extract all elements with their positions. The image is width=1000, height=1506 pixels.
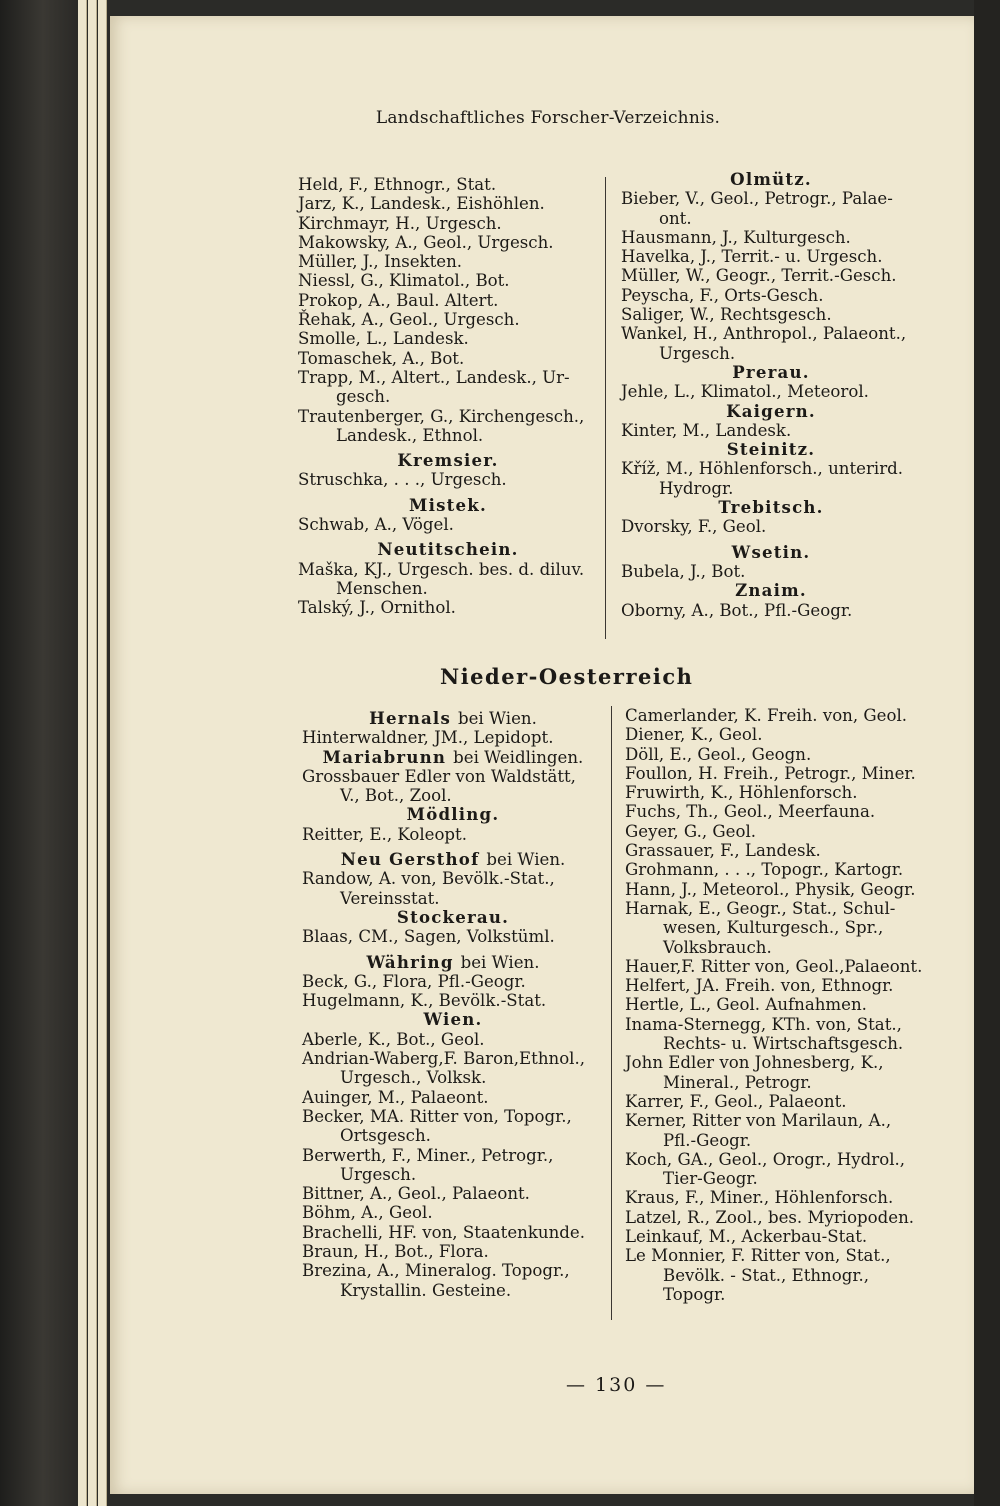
entry-text: Berwerth, F., Miner., Petrogr., — [302, 1145, 554, 1165]
entry-text: Latzel, R., Zool., bes. Myriopoden. — [625, 1207, 915, 1227]
entry-text: ont. — [659, 208, 692, 228]
entry-line — [621, 228, 921, 247]
column-upper-left — [298, 175, 598, 618]
place-name: Stockerau. — [396, 906, 510, 927]
column-lower-left — [302, 709, 604, 1300]
place-heading — [302, 709, 604, 728]
entry-line — [302, 1088, 604, 1107]
entry-text: Müller, W., Geogr., Territ.-Gesch. — [621, 266, 897, 286]
entry-line — [302, 1068, 604, 1087]
entry-text: Dvorsky, F., Geol. — [621, 517, 767, 537]
place-heading — [302, 805, 604, 824]
entry-line — [298, 470, 598, 489]
entry-text: Urgesch., Volksk. — [340, 1068, 487, 1088]
place-name: Kaigern. — [726, 400, 816, 421]
entry-line — [302, 825, 604, 844]
entry-line — [625, 802, 935, 821]
place-name: Mariabrunn — [322, 746, 447, 767]
entry-text: Hann, J., Meteorol., Physik, Geogr. — [625, 879, 916, 899]
entry-line — [302, 1049, 604, 1068]
entry-text: wesen, Kulturgesch., Spr., — [663, 918, 884, 938]
entry-text: Topogr. — [663, 1284, 726, 1304]
entry-text: Krystallin. Gesteine. — [340, 1280, 512, 1300]
entry-text: Grohmann, . . ., Topogr., Kartogr. — [625, 860, 904, 880]
place-name: Znaim. — [735, 580, 807, 601]
entry-line — [302, 1184, 604, 1203]
entry-line — [625, 860, 935, 879]
entry-text: Havelka, J., Territ.- u. Urgesch. — [621, 247, 883, 267]
entry-line — [621, 479, 921, 498]
entry-text: Urgesch. — [340, 1164, 417, 1184]
entry-line — [625, 745, 935, 764]
entry-line — [621, 247, 921, 266]
entry-text: Böhm, A., Geol. — [302, 1203, 433, 1223]
entry-line — [302, 869, 604, 888]
place-heading — [298, 451, 598, 470]
entry-text: Diener, K., Geol. — [625, 725, 763, 745]
entry-text: Kraus, F., Miner., Höhlenforsch. — [625, 1188, 894, 1208]
entry-text: Helfert, JA. Freih. von, Ethnogr. — [625, 976, 894, 996]
column-lower-right — [625, 706, 935, 1304]
entry-text: Mineral., Petrogr. — [663, 1072, 812, 1092]
place-heading — [302, 748, 604, 767]
entry-line — [298, 579, 598, 598]
scan-border — [974, 0, 1000, 1506]
entry-text: Bevölk. - Stat., Ethnogr., — [663, 1265, 870, 1285]
entry-line — [302, 1203, 604, 1222]
place-heading — [621, 170, 921, 189]
place-heading — [302, 1010, 604, 1029]
place-name: Steinitz. — [726, 439, 816, 460]
entry-line — [625, 706, 935, 725]
entry-line — [298, 329, 598, 348]
place-heading — [621, 402, 921, 421]
entry-text: Kříž, M., Höhlenforsch., unterird. — [621, 459, 904, 479]
entry-text: Tomaschek, A., Bot. — [298, 348, 465, 368]
entry-line — [621, 305, 921, 324]
entry-text: Grossbauer Edler von Waldstätt, — [302, 766, 576, 786]
entry-text: Urgesch. — [659, 343, 736, 363]
entry-text: Becker, MA. Ritter von, Topogr., — [302, 1106, 572, 1126]
place-heading — [621, 581, 921, 600]
entry-text: Le Monnier, F. Ritter von, Stat., — [625, 1246, 891, 1266]
entry-line — [625, 725, 935, 744]
entry-text: Brezina, A., Mineralog. Topogr., — [302, 1261, 570, 1281]
entry-text: Döll, E., Geol., Geogn. — [625, 744, 812, 764]
entry-text: Bittner, A., Geol., Palaeont. — [302, 1184, 530, 1204]
place-heading — [302, 908, 604, 927]
entry-text: Wankel, H., Anthropol., Palaeont., — [621, 324, 907, 344]
place-name: Währing — [366, 951, 454, 972]
entry-text: Maška, KJ., Urgesch. bes. d. diluv. — [298, 559, 585, 579]
entry-line — [621, 209, 921, 228]
entry-text: Fruwirth, K., Höhlenforsch. — [625, 783, 858, 803]
entry-text: gesch. — [336, 387, 391, 407]
entry-text: Brachelli, HF. von, Staatenkunde. — [302, 1222, 585, 1242]
entry-text: Auinger, M., Palaeont. — [302, 1087, 489, 1107]
entry-text: Schwab, A., Vögel. — [298, 515, 454, 535]
place-heading — [621, 363, 921, 382]
page-edge — [78, 0, 87, 1506]
entry-text: Talský, J., Ornithol. — [298, 598, 456, 618]
entry-text: Hertle, L., Geol. Aufnahmen. — [625, 995, 867, 1015]
entry-text: Makowsky, A., Geol., Urgesch. — [298, 232, 554, 252]
entry-text: Randow, A. von, Bevölk.-Stat., — [302, 869, 555, 889]
entry-line — [621, 562, 921, 581]
page-number: — 130 — — [566, 1374, 667, 1396]
entry-line — [621, 601, 921, 620]
entry-text: Grassauer, F., Landesk. — [625, 841, 821, 861]
entry-line — [625, 1111, 935, 1130]
entry-line — [621, 344, 921, 363]
entry-line — [298, 560, 598, 579]
entry-text: Hausmann, J., Kulturgesch. — [621, 227, 851, 247]
entry-line — [621, 266, 921, 285]
entry-line — [298, 175, 598, 194]
entry-line — [621, 286, 921, 305]
entry-line — [621, 459, 921, 478]
entry-line — [625, 1034, 935, 1053]
place-heading — [302, 953, 604, 972]
place-suffix: bei Wien. — [457, 709, 537, 728]
entry-line — [625, 976, 935, 995]
entry-line — [625, 1131, 935, 1150]
entry-line — [298, 271, 598, 290]
entry-text: Menschen. — [336, 578, 428, 598]
entry-line — [621, 324, 921, 343]
entry-line — [625, 1073, 935, 1092]
entry-line — [298, 387, 598, 406]
entry-text: Held, F., Ethnogr., Stat. — [298, 175, 497, 194]
entry-text: Kerner, Ritter von Marilaun, A., — [625, 1111, 892, 1131]
entry-text: Trautenberger, G., Kirchengesch., — [298, 406, 585, 426]
entry-line — [625, 1092, 935, 1111]
entry-line — [302, 1146, 604, 1165]
entry-line — [302, 927, 604, 946]
place-name: Kremsier. — [397, 450, 499, 471]
place-name: Mödling. — [406, 804, 500, 825]
entry-line — [625, 1246, 935, 1265]
page-edge — [98, 0, 107, 1506]
running-header: Landschaftliches Forscher-Verzeichnis. — [375, 108, 721, 128]
place-name: Wien. — [423, 1009, 483, 1030]
section-title: Nieder-Oesterreich — [440, 664, 694, 689]
page-edge — [88, 0, 97, 1506]
entry-line — [621, 421, 921, 440]
entry-text: Hinterwaldner, JM., Lepidopt. — [302, 728, 554, 748]
entry-line — [298, 291, 598, 310]
place-name: Prerau. — [732, 361, 810, 382]
entry-line — [621, 382, 921, 401]
entry-line — [302, 786, 604, 805]
entry-line — [625, 880, 935, 899]
place-heading — [621, 543, 921, 562]
place-heading — [621, 440, 921, 459]
place-suffix: bei Wien. — [486, 850, 566, 870]
entry-line — [625, 1266, 935, 1285]
entry-text: Kinter, M., Landesk. — [621, 420, 792, 440]
place-heading — [302, 850, 604, 869]
entry-text: Oborny, A., Bot., Pfl.-Geogr. — [621, 600, 853, 620]
entry-text: Hugelmann, K., Bevölk.-Stat. — [302, 991, 547, 1011]
entry-line — [625, 957, 935, 976]
entry-line — [302, 1242, 604, 1261]
entry-text: Smolle, L., Landesk. — [298, 329, 469, 349]
entry-text: Bieber, V., Geol., Petrogr., Palae- — [621, 189, 893, 209]
entry-text: Pfl.-Geogr. — [663, 1130, 752, 1150]
entry-text: Vereinsstat. — [340, 888, 440, 908]
entry-text: Aberle, K., Bot., Geol. — [302, 1029, 485, 1049]
entry-line — [302, 1126, 604, 1145]
entry-line — [625, 1169, 935, 1188]
entry-text: Prokop, A., Baul. Altert. — [298, 290, 499, 310]
entry-text: Volksbrauch. — [663, 937, 772, 957]
entry-line — [625, 1285, 935, 1304]
entry-text: John Edler von Johnesberg, K., — [625, 1053, 884, 1073]
entry-line — [625, 1150, 935, 1169]
entry-line — [298, 252, 598, 271]
entry-text: Peyscha, F., Orts-Gesch. — [621, 285, 824, 305]
place-heading — [621, 498, 921, 517]
entry-text: Jarz, K., Landesk., Eishöhlen. — [298, 194, 545, 214]
entry-text: Niessl, G., Klimatol., Bot. — [298, 271, 510, 291]
book-spine — [0, 0, 78, 1506]
entry-line — [302, 1107, 604, 1126]
entry-text: Andrian-Waberg,F. Baron,Ethnol., — [302, 1049, 586, 1069]
entry-text: Struschka, . . ., Urgesch. — [298, 470, 507, 490]
entry-text: Inama-Sternegg, KTh. von, Stat., — [625, 1014, 902, 1034]
entry-line — [302, 1261, 604, 1280]
entry-line — [298, 515, 598, 534]
place-heading — [298, 496, 598, 515]
entry-text: Beck, G., Flora, Pfl.-Geogr. — [302, 971, 526, 991]
entry-line — [625, 1188, 935, 1207]
entry-line — [302, 1281, 604, 1300]
place-name: Neutitschein. — [377, 539, 519, 560]
entry-line — [625, 995, 935, 1014]
entry-line — [298, 407, 598, 426]
entry-line — [625, 918, 935, 937]
entry-line — [298, 214, 598, 233]
entry-text: Kirchmayr, H., Urgesch. — [298, 213, 502, 233]
place-suffix: bei Wien. — [460, 952, 540, 972]
place-name: Neu Gersthof — [340, 849, 480, 870]
column-divider — [605, 177, 606, 639]
place-name: Trebitsch. — [718, 497, 824, 518]
entry-text: Geyer, G., Geol. — [625, 821, 757, 841]
entry-line — [621, 189, 921, 208]
entry-text: Foullon, H. Freih., Petrogr., Miner. — [625, 763, 916, 783]
place-heading — [298, 540, 598, 559]
place-name: Olmütz. — [730, 169, 812, 189]
entry-text: Reitter, E., Koleopt. — [302, 824, 467, 844]
column-upper-right — [621, 170, 921, 620]
entry-text: Hydrogr. — [659, 478, 734, 498]
entry-text: Blaas, CM., Sagen, Volkstüml. — [302, 927, 555, 947]
entry-line — [302, 1223, 604, 1242]
entry-text: Tier-Geogr. — [663, 1169, 758, 1189]
entry-line — [298, 349, 598, 368]
entry-line — [625, 783, 935, 802]
entry-line — [298, 194, 598, 213]
entry-line — [298, 233, 598, 252]
entry-line — [302, 1030, 604, 1049]
entry-line — [625, 899, 935, 918]
entry-line — [625, 1227, 935, 1246]
entry-text: Braun, H., Bot., Flora. — [302, 1242, 489, 1262]
entry-line — [298, 426, 598, 445]
place-name: Hernals — [369, 708, 451, 728]
entry-text: Harnak, E., Geogr., Stat., Schul- — [625, 898, 896, 918]
entry-line — [625, 822, 935, 841]
entry-text: Jehle, L., Klimatol., Meteorol. — [621, 382, 869, 402]
entry-text: Trapp, M., Altert., Landesk., Ur- — [298, 367, 570, 387]
entry-text: Saliger, W., Rechtsgesch. — [621, 305, 832, 325]
entry-line — [298, 598, 598, 617]
entry-line — [302, 728, 604, 747]
entry-line — [625, 1208, 935, 1227]
place-name: Mistek. — [409, 494, 487, 515]
entry-text: Rechts- u. Wirtschaftsgesch. — [663, 1034, 904, 1054]
column-divider — [611, 706, 612, 1320]
entry-line — [302, 991, 604, 1010]
entry-line — [625, 1015, 935, 1034]
entry-text: Hauer,F. Ritter von, Geol.,Palaeont. — [625, 956, 923, 976]
entry-line — [621, 517, 921, 536]
entry-line — [298, 310, 598, 329]
entry-line — [302, 972, 604, 991]
entry-text: Müller, J., Insekten. — [298, 252, 463, 272]
place-name: Wsetin. — [731, 541, 811, 562]
entry-line — [625, 938, 935, 957]
entry-text: Leinkauf, M., Ackerbau-Stat. — [625, 1227, 868, 1247]
entry-text: Fuchs, Th., Geol., Meerfauna. — [625, 802, 876, 822]
entry-line — [298, 368, 598, 387]
entry-text: Bubela, J., Bot. — [621, 561, 746, 581]
entry-line — [625, 841, 935, 860]
entry-line — [302, 767, 604, 786]
entry-text: Karrer, F., Geol., Palaeont. — [625, 1091, 847, 1111]
entry-text: Řehak, A., Geol., Urgesch. — [298, 310, 520, 330]
entry-text: Ortsgesch. — [340, 1126, 431, 1146]
entry-text: Koch, GA., Geol., Orogr., Hydrol., — [625, 1149, 906, 1169]
entry-line — [625, 764, 935, 783]
place-suffix: bei Weidlingen. — [453, 747, 584, 767]
entry-line — [302, 1165, 604, 1184]
entry-text: Landesk., Ethnol. — [336, 425, 484, 445]
entry-text: Camerlander, K. Freih. von, Geol. — [625, 706, 908, 725]
entry-line — [302, 889, 604, 908]
entry-line — [625, 1053, 935, 1072]
entry-text: V., Bot., Zool. — [340, 786, 452, 806]
